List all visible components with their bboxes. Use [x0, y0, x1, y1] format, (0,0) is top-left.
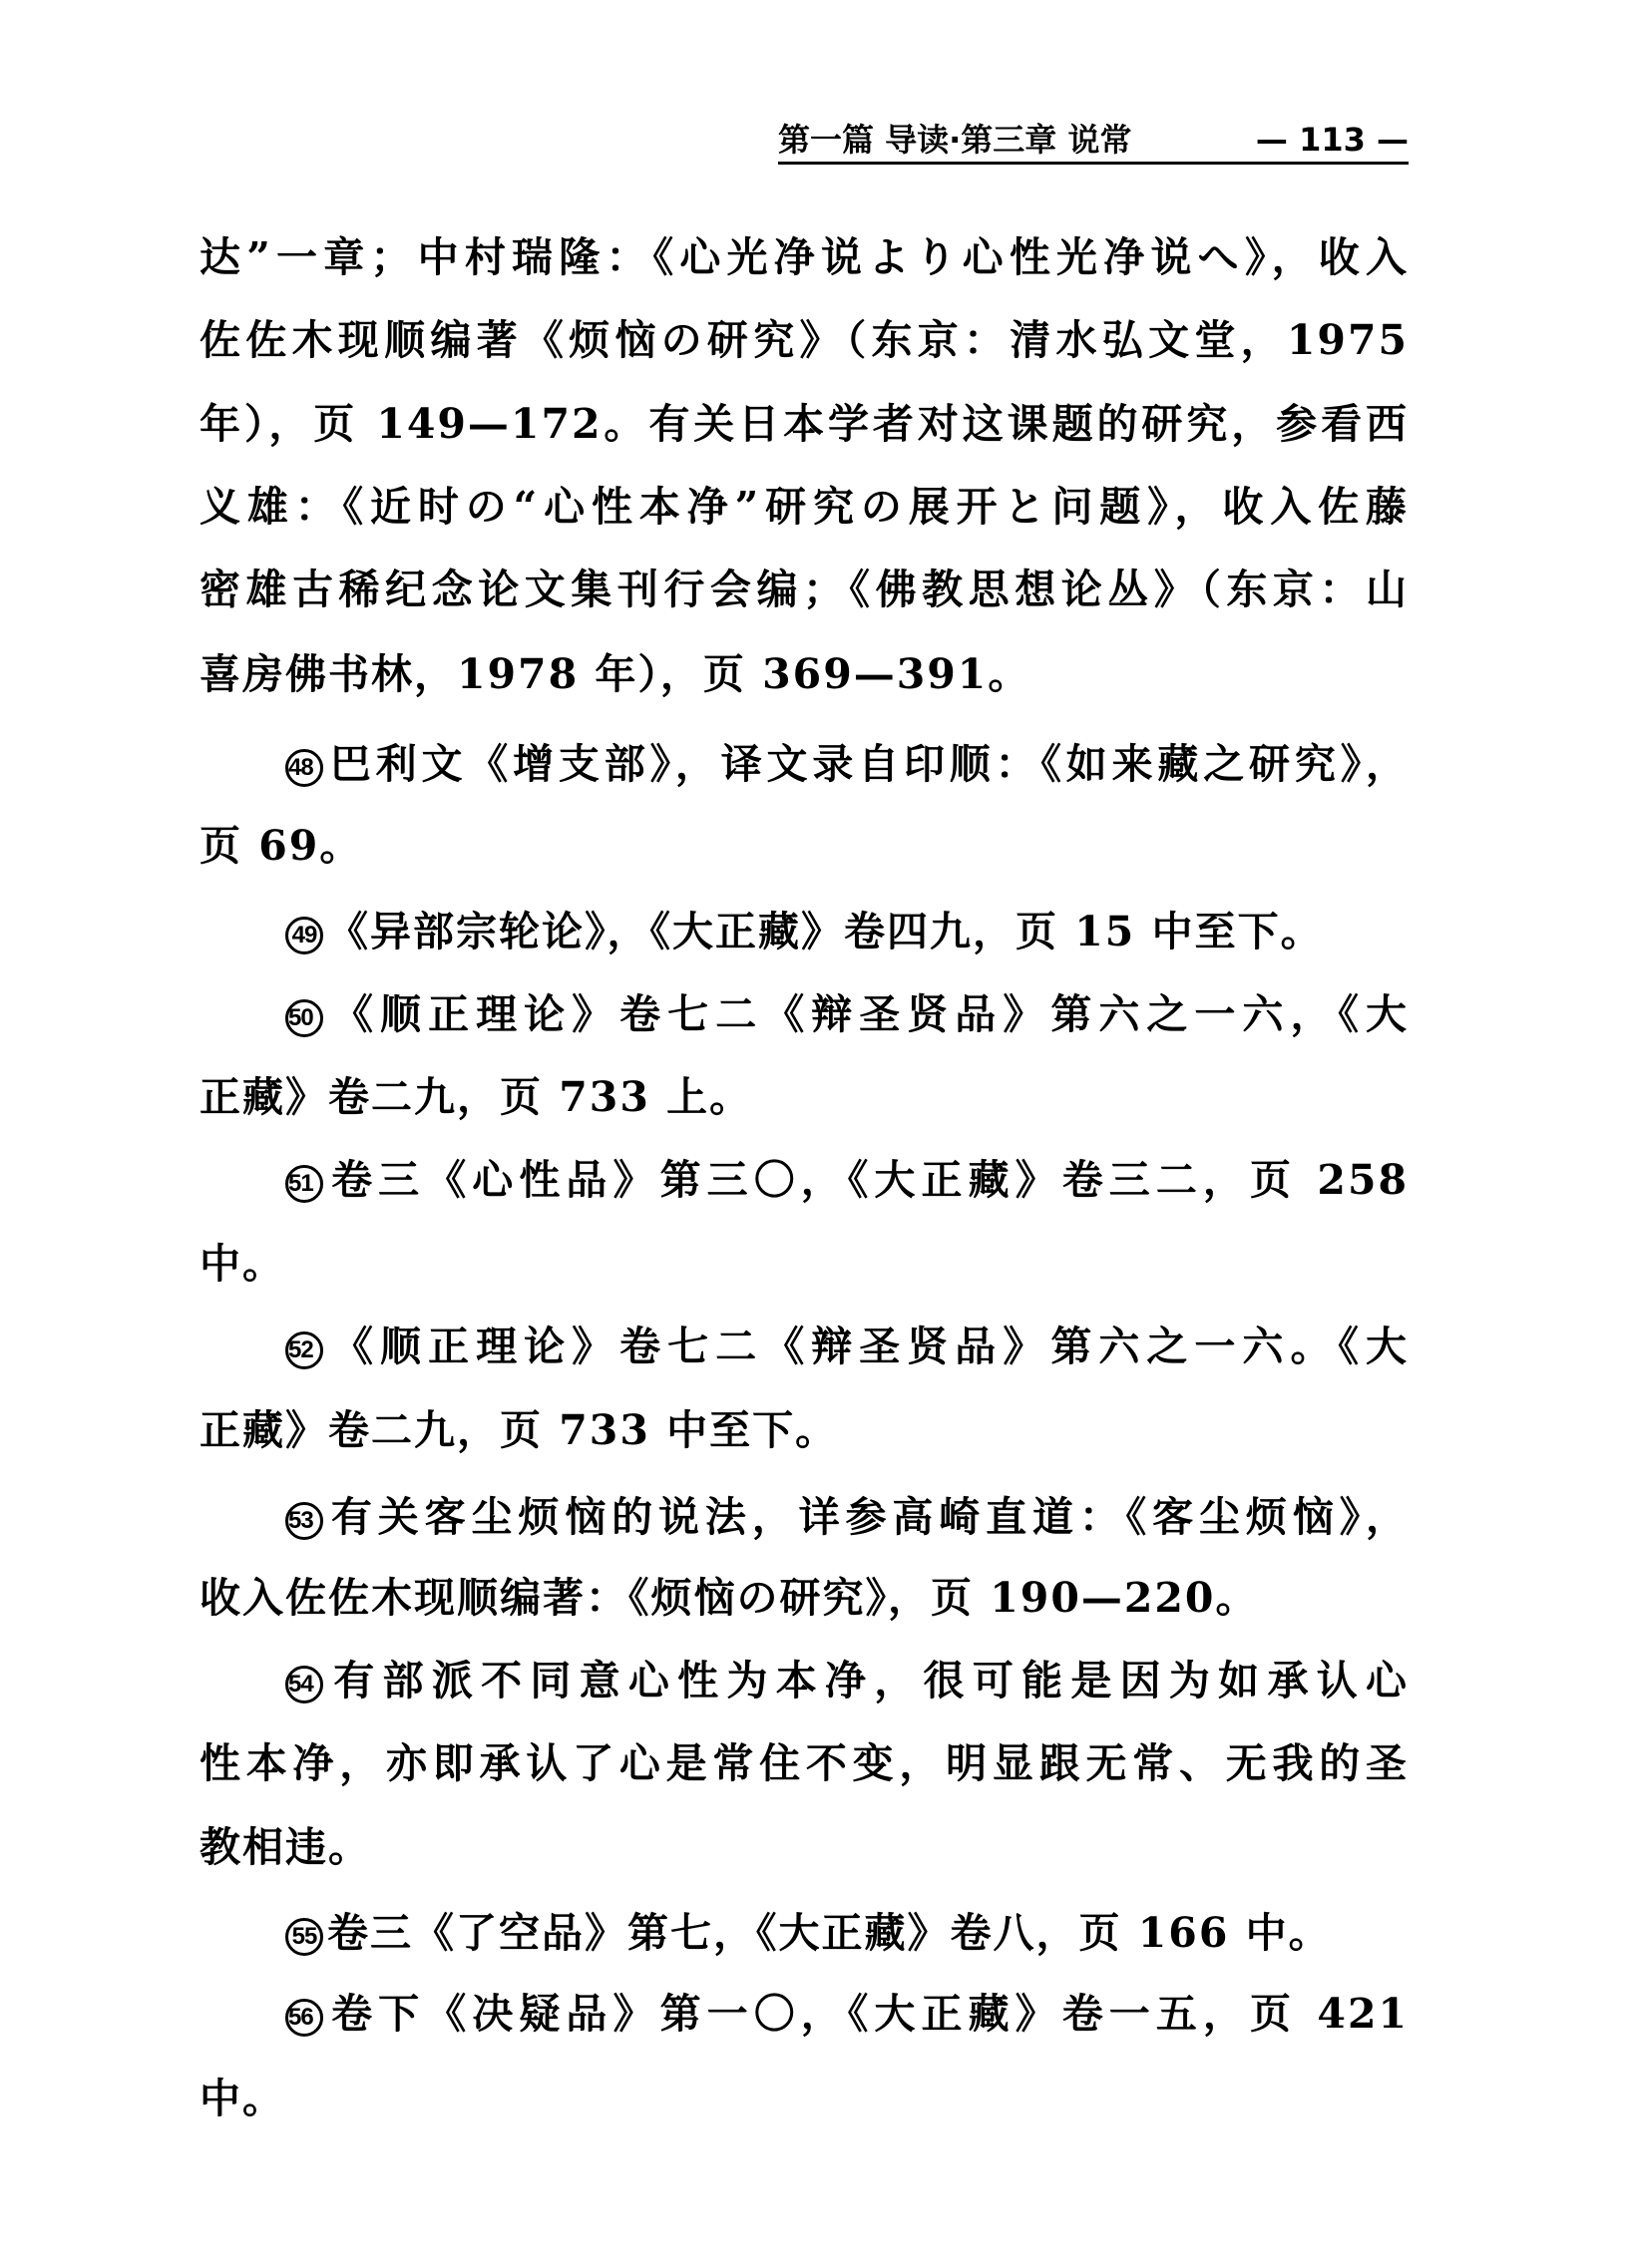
footnote-line: [200, 1566, 1409, 1630]
footnote-text: 《异部宗轮论》，《大正藏》卷四九，页 15 中至下。: [327, 908, 1324, 955]
footnote-text: 卷三《心性品》第三〇，《大正藏》卷三二，页 258: [327, 1156, 1409, 1204]
footnote-text: 卷三《了空品》第七，《大正藏》卷八，页 166 中。: [327, 1909, 1332, 1957]
footnote-text: 性本净，亦即承认了心是常住不变，明显跟无常、无我的圣: [200, 1739, 1409, 1787]
page-number: — 113 —: [1255, 121, 1409, 159]
footnote-line: [200, 1065, 1409, 1129]
footnote-text: 页 69。: [200, 822, 363, 870]
footnote-number: 50: [285, 999, 323, 1037]
footnote-text: 有部派不同意心性为本净，很可能是因为如承认心: [327, 1657, 1409, 1704]
footnote-line: [200, 642, 1409, 706]
footnote-text: 《顺正理论》卷七二《辩圣贤品》第六之一六。《大: [327, 1323, 1409, 1370]
footnote-text: 佐佐木现顺编著《烦恼の研究》（东京：清水弘文堂，1975: [200, 316, 1409, 364]
footnote-text: 年），页 149—172。有关日本学者对这课题的研究，参看西: [200, 400, 1409, 448]
footnote-text: 教相违。: [200, 1823, 371, 1871]
running-header: [778, 118, 1409, 165]
footnote-line: [200, 475, 1409, 539]
footnote-line: [200, 225, 1409, 289]
footnote-text: 巴利文《增支部》，译文录自印顺：《如来藏之研究》，: [327, 740, 1409, 788]
footnote-start-line: [285, 1982, 1409, 2046]
footnote-number: 52: [285, 1331, 323, 1369]
footnote-line: [200, 1232, 1409, 1296]
footnote-text: 正藏》卷二九，页 733 中至下。: [200, 1406, 839, 1454]
footnote-number: 53: [285, 1502, 323, 1540]
footnote-line: [200, 814, 1409, 878]
footnote-text: 喜房佛书林，1978 年），页 369—391。: [200, 650, 1031, 698]
footnote-text: 《顺正理论》卷七二《辩圣贤品》第六之一六，《大: [327, 990, 1409, 1038]
footnote-number: 49: [285, 917, 323, 954]
footnote-number: 54: [285, 1666, 323, 1703]
footnote-line: [200, 1815, 1409, 1879]
footnote-number: 56: [285, 1999, 323, 2037]
footnote-text: 中。: [200, 1240, 285, 1288]
footnote-start-line: [285, 1901, 1409, 1965]
footnote-number: 48: [285, 749, 323, 787]
footnote-text: 有关客尘烦恼的说法，详参高崎直道：《客尘烦恼》，: [327, 1493, 1409, 1541]
footnote-start-line: [285, 900, 1409, 963]
footnote-line: [200, 558, 1409, 621]
footnote-text: 收入佐佐木现顺编著：《烦恼の研究》，页 190—220。: [200, 1574, 1259, 1622]
footnote-line: [200, 392, 1409, 456]
footnote-text: 中。: [200, 2075, 285, 2122]
footnote-line: [200, 1731, 1409, 1795]
footnote-start-line: [285, 1649, 1409, 1712]
footnote-start-line: [285, 982, 1409, 1046]
footnote-text: 正藏》卷二九，页 733 上。: [200, 1073, 753, 1121]
footnote-number: 51: [285, 1165, 323, 1203]
footnote-start-line: [285, 732, 1409, 796]
running-title: 第一篇 导读·第三章 说常: [778, 121, 1132, 159]
footnote-line: [200, 308, 1409, 372]
footnote-line: [200, 1398, 1409, 1462]
footnote-start-line: [285, 1485, 1409, 1549]
footnote-text: 密雄古稀纪念论文集刊行会编；《佛教思想论丛》（东京：山: [200, 566, 1409, 613]
footnote-text: 达”一章；中村瑞隆：《心光净说より心性光净说へ》，收入: [200, 233, 1409, 281]
footnote-line: [200, 2067, 1409, 2130]
footnote-start-line: [285, 1315, 1409, 1378]
footnote-text: 卷下《决疑品》第一〇，《大正藏》卷一五，页 421: [327, 1990, 1409, 2038]
footnote-text: 义雄：《近时の“心性本净”研究の展开と问题》，收入佐藤: [200, 483, 1409, 531]
footnote-start-line: [285, 1148, 1409, 1212]
footnote-number: 55: [285, 1918, 323, 1956]
